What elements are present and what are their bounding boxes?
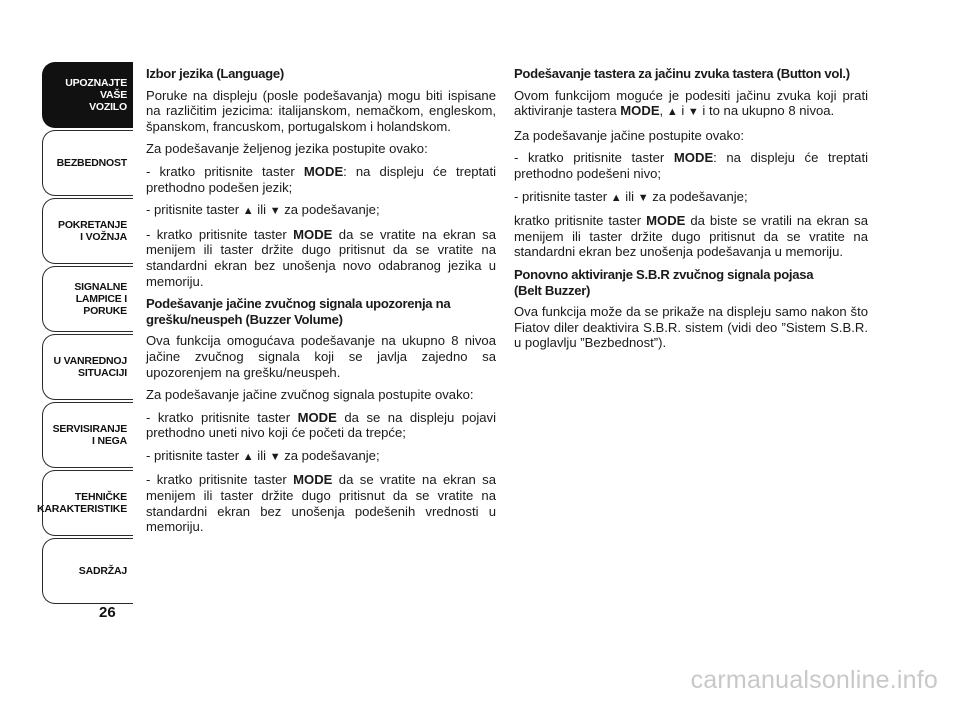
tab-u-vanrednoj-situaciji[interactable]: U VANREDNOJ SITUACIJI [42,334,133,400]
right-column [514,66,868,358]
paragraph [514,189,868,207]
arrow-up-icon: ▲ [242,205,254,218]
paragraph: Ova funkcija omogućava podešavanje na ukupno 8 nivoa jačine zvučnog signala koji se javlja zajedno sa upozorenjem na grešku/neuspeh. [146,333,496,380]
paragraph [514,88,868,121]
text: da biste se vratili na ekran sa menijem ili taster držite dugo pritisnut da se vratite na standardni ekran bez unošenja podešavanja u memoriju. [514,213,869,260]
title-line: Ponovno aktiviranje S.B.R zvučnog signala pojasa [514,266,814,282]
arrow-down-icon: ▼ [269,450,281,463]
paragraph [146,164,496,195]
paragraph [146,227,496,289]
text: za podešavanje; [648,188,748,204]
text: - kratko pritisnite taster [146,226,294,242]
text: ili [253,447,270,463]
paragraph: Za podešavanje jačine zvučnog signala postupite ovako: [146,387,474,403]
title-line: grešku/neuspeh (Buzzer Volume) [146,311,343,327]
text: - kratko pritisnite taster [514,150,674,166]
page-number: 26 [99,604,116,621]
paragraph: Za podešavanje jačine postupite ovako: [514,127,745,143]
text: ili [621,188,638,204]
tab-upoznajte-vase-vozilo[interactable]: UPOZNAJTE VAŠE VOZILO [42,62,133,128]
text: za podešavanje; [280,447,380,463]
text: da se vratite na ekran sa menijem ili taster držite dugo pritisnut da se vratite na standardni ekran bez unošenja podešenih vrednosti u memoriju. [146,472,496,535]
text: : na displeju će treptati prethodno podešen jezik; [146,163,496,195]
text: ili [253,202,270,218]
section-title-button-volume: Podešavanje tastera za jačinu zvuka tastera (Button vol.) [514,66,850,81]
section-title-buzzer-volume [146,296,496,327]
arrow-up-icon: ▲ [242,450,254,463]
mode-keyword: MODE [297,409,337,425]
arrow-up-icon: ▲ [610,191,622,204]
paragraph: Ova funkcija može da se prikaže na displeju samo nakon što Fiatov diler deaktivira S.B.R. sistem (vidi deo ”Sistem S.B.R. u poglavlju ”Bezbednost”). [514,304,868,351]
paragraph: Poruke na displeju (posle podešavanja) mogu biti ispisane na različitim jezicima: italijanskom, nemačkom, engleskom, španskom, francuskom, portugalskom i holandskom. [146,87,496,134]
text: kratko pritisnite taster [514,213,647,229]
paragraph [146,472,496,534]
paragraph [146,410,496,441]
tab-pokretanje-i-voznja[interactable]: POKRETANJE I VOŽNJA [42,198,133,264]
paragraph [514,213,868,260]
paragraph [146,202,496,220]
text: - pritisnite taster [146,447,243,463]
arrow-down-icon: ▼ [687,106,699,119]
text: Ovom funkcijom moguće je podesiti jačinu zvuka koji prati aktiviranje tastera [514,87,868,119]
title-line: Podešavanje jačine zvučnog signala upozorenja na [146,296,451,312]
text: da se na displeju pojavi prethodno uneti nivo koji će početi da trepće; [146,409,496,441]
paragraph [514,150,868,181]
arrow-down-icon: ▼ [269,205,281,218]
watermark: carmanualsonline.info [690,666,938,694]
text: : na displeju će treptati prethodno podešeni nivo; [514,150,868,181]
text: - pritisnite taster [146,202,243,218]
arrow-down-icon: ▼ [637,191,649,204]
mode-keyword: MODE [673,150,714,166]
text: - kratko pritisnite taster [146,409,298,425]
tab-signalne-lampice[interactable]: SIGNALNE LAMPICE I PORUKE [42,266,133,332]
title-line: (Belt Buzzer) [514,282,591,298]
chapter-tabs [37,62,133,606]
paragraph: Za podešavanje željenog jezika postupite ovako: [146,141,428,157]
text: , [659,103,667,119]
arrow-up-icon: ▲ [666,106,678,119]
text: i [677,103,688,119]
text: - pritisnite taster [514,188,611,204]
section-title-language: Izbor jezika (Language) [146,66,284,81]
mode-keyword: MODE [293,226,333,242]
mode-keyword: MODE [293,472,333,488]
tab-sadrzaj[interactable]: SADRŽAJ [42,538,133,604]
mode-keyword: MODE [303,163,344,179]
mode-keyword: MODE [620,103,660,119]
tab-servisiranje-i-nega[interactable]: SERVISIRANJE I NEGA [42,402,133,468]
mode-keyword: MODE [646,213,686,229]
paragraph [146,448,496,466]
text: - kratko pritisnite taster [146,472,294,488]
text: za podešavanje; [280,202,380,218]
left-column [146,66,496,542]
section-title-belt-buzzer [514,267,868,298]
text: da se vratite na ekran sa menijem ili taster držite dugo pritisnut da se vratite na standardni ekran bez unošenja novo odabranog jezika u memoriju. [146,226,496,289]
text: i to na ukupno 8 nivoa. [698,103,835,119]
tab-tehnicke-karakteristike[interactable]: TEHNIČKE KARAKTERISTIKE [42,470,133,536]
text: - kratko pritisnite taster [146,163,304,179]
tab-bezbednost[interactable]: BEZBEDNOST [42,130,133,196]
